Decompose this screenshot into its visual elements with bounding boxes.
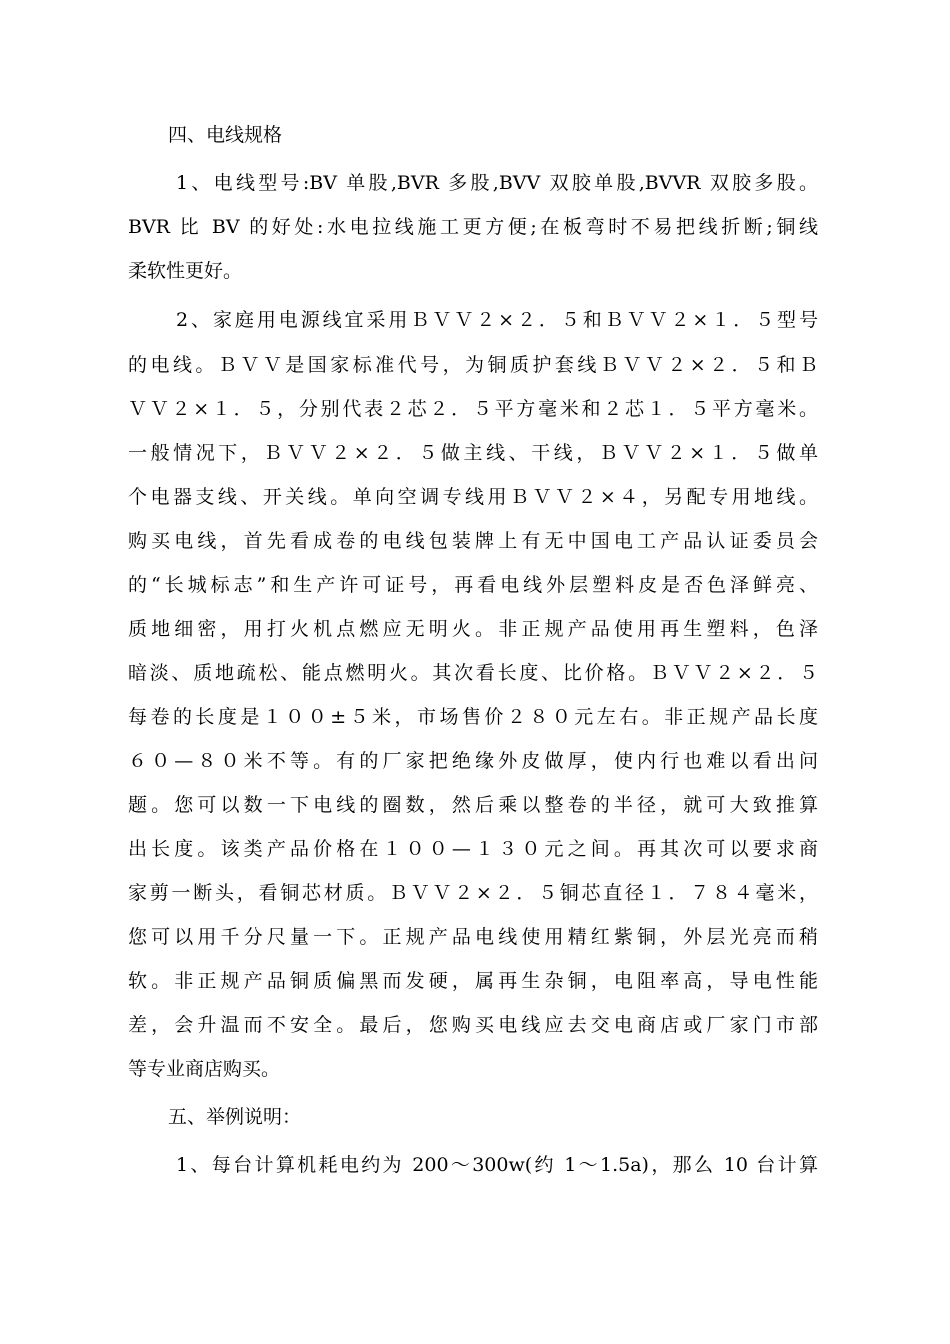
paragraph-line: 出长度。该类产品价格在１００—１３０元之间。再其次可以要求商 [128, 838, 818, 860]
section-5-heading: 五、举例说明： [168, 1106, 302, 1128]
paragraph-line: 个电器支线、开关线。单向空调专线用ＢＶＶ２×４，另配专用地线。 [128, 486, 818, 508]
paragraph-line: 每卷的长度是１００±５米，市场售价２８０元左右。非正规产品长度 [128, 706, 818, 728]
paragraph-line: ＶＶ２×１．５，分别代表２芯２．５平方毫米和２芯１．５平方毫米。 [128, 398, 818, 420]
paragraph-line: 您可以用千分尺量一下。正规产品电线使用精红紫铜，外层光亮而稍 [128, 926, 818, 948]
paragraph-line: 题。您可以数一下电线的圈数，然后乘以整卷的半径，就可大致推算 [128, 794, 818, 816]
paragraph-line: 家剪一断头，看铜芯材质。ＢＶＶ２×２．５铜芯直径１．７８４毫米， [128, 882, 818, 904]
paragraph-line: 柔软性更好。 [128, 260, 243, 282]
paragraph-line: BVR 比 BV 的好处:水电拉线施工更方便;在板弯时不易把线折断;铜线 [128, 216, 818, 238]
paragraph-line: 1、电线型号:BV 单股,BVR 多股,BVV 双胶单股,BVVR 双胶多股。 [176, 172, 818, 194]
paragraph-line: 等专业商店购买。 [128, 1058, 281, 1080]
paragraph-line: 一般情况下，ＢＶＶ２×２．５做主线、干线，ＢＶＶ２×１．５做单 [128, 442, 818, 464]
section-4-heading: 四、电线规格 [168, 124, 283, 146]
paragraph-line: 质地细密，用打火机点燃应无明火。非正规产品使用再生塑料，色泽 [128, 618, 818, 640]
paragraph-line: 购买电线，首先看成卷的电线包装牌上有无中国电工产品认证委员会 [128, 530, 818, 552]
paragraph-line: 差，会升温而不安全。最后，您购买电线应去交电商店或厂家门市部 [128, 1014, 818, 1036]
paragraph-line: 软。非正规产品铜质偏黑而发硬，属再生杂铜，电阻率高，导电性能 [128, 970, 818, 992]
paragraph-line: 的“长城标志”和生产许可证号，再看电线外层塑料皮是否色泽鲜亮、 [128, 574, 818, 596]
paragraph-line: 1、每台计算机耗电约为 200～300w(约 1～1.5a)，那么 10 台计算 [176, 1154, 818, 1176]
paragraph-line: 的电线。ＢＶＶ是国家标准代号，为铜质护套线ＢＶＶ２×２．５和Ｂ [128, 354, 818, 376]
paragraph-line: 暗淡、质地疏松、能点燃明火。其次看长度、比价格。ＢＶＶ２×２．５ [128, 662, 818, 684]
paragraph-line: ６０—８０米不等。有的厂家把绝缘外皮做厚，使内行也难以看出问 [128, 750, 818, 772]
paragraph-line: 2、家庭用电源线宜采用ＢＶＶ２×２．５和ＢＶＶ２×１．５型号 [176, 309, 818, 331]
